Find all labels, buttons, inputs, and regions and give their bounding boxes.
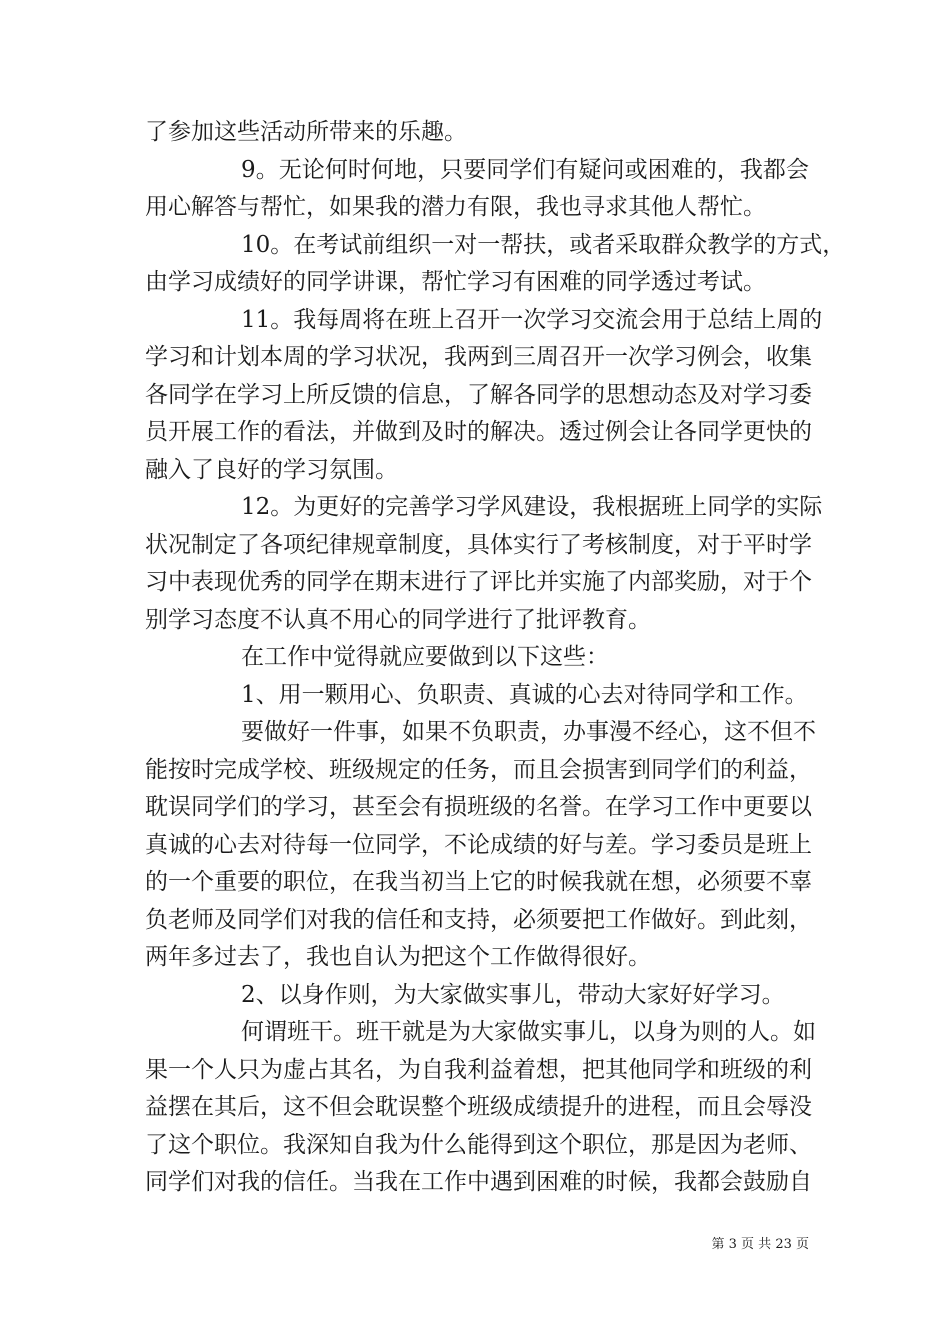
text-line: 同学们对我的信任。当我在工作中遇到困难的时候，我都会鼓励自	[145, 1169, 812, 1195]
text-line: 9。无论何时何地，只要同学们有疑问或困难的，我都会	[241, 156, 809, 183]
text-line: 习中表现优秀的同学在期末进行了评比并实施了内部奖励，对于个	[145, 569, 812, 595]
text-line: 两年多过去了，我也自认为把这个工作做得很好。	[145, 944, 651, 970]
text-line: 要做好一件事，如果不负职责，办事漫不经心，这不但不	[241, 719, 816, 745]
text-line: 学习和计划本周的学习状况，我两到三周召开一次学习例会，收集	[145, 344, 812, 370]
text-line: 耽误同学们的学习，甚至会有损班级的名誉。在学习工作中更要以	[145, 794, 812, 820]
text-line: 了这个职位。我深知自我为什么能得到这个职位，那是因为老师、	[145, 1131, 812, 1158]
text-line: 2、以身作则，为大家做实事儿，带动大家好好学习。	[241, 981, 785, 1008]
text-line: 何谓班干。班干就是为大家做实事儿，以身为则的人。如	[241, 1019, 816, 1045]
text-line: 融入了良好的学习氛围。	[145, 456, 398, 483]
text-line: 在工作中觉得就应要做到以下这些：	[241, 644, 609, 670]
text-line: 由学习成绩好的同学讲课，帮忙学习有困难的同学透过考试。	[145, 269, 766, 295]
text-line: 员开展工作的看法，并做到及时的解决。透过例会让各同学更快的	[145, 419, 812, 445]
text-line: 益摆在其后，这不但会耽误整个班级成绩提升的进程，而且会辱没	[145, 1094, 812, 1120]
text-line: 11。我每周将在班上召开一次学习交流会用于总结上周的	[241, 306, 823, 333]
text-line: 果一个人只为虚占其名，为自我利益着想，把其他同学和班级的利	[145, 1056, 812, 1083]
text-line: 负老师及同学们对我的信任和支持，必须要把工作做好。到此刻，	[145, 906, 812, 933]
text-line: 能按时完成学校、班级规定的任务，而且会损害到同学们的利益，	[145, 756, 812, 783]
text-line: 10。在考试前组织一对一帮扶，或者采取群众教学的方式，	[241, 231, 846, 258]
text-line: 的一个重要的职位，在我当初当上它的时候我就在想，必须要不辜	[145, 869, 812, 895]
page-number: 第 3 页 共 23 页	[711, 1237, 809, 1252]
text-line: 了参加这些活动所带来的乐趣。	[145, 119, 467, 145]
text-line: 12。为更好的完善学习学风建设，我根据班上同学的实际	[241, 494, 823, 520]
text-line: 各同学在学习上所反馈的信息，了解各同学的思想动态及对学习委	[145, 381, 812, 408]
body-text	[145, 114, 846, 1202]
text-line: 用心解答与帮忙，如果我的潜力有限，我也寻求其他人帮忙。	[145, 194, 766, 220]
text-line: 1、用一颗用心、负职责、真诚的心去对待同学和工作。	[241, 681, 808, 708]
text-line: 真诚的心去对待每一位同学，不论成绩的好与差。学习委员是班上	[145, 831, 812, 858]
text-line: 状况制定了各项纪律规章制度，具体实行了考核制度，对于平时学	[145, 531, 812, 558]
text-line: 别学习态度不认真不用心的同学进行了批评教育。	[145, 606, 651, 633]
